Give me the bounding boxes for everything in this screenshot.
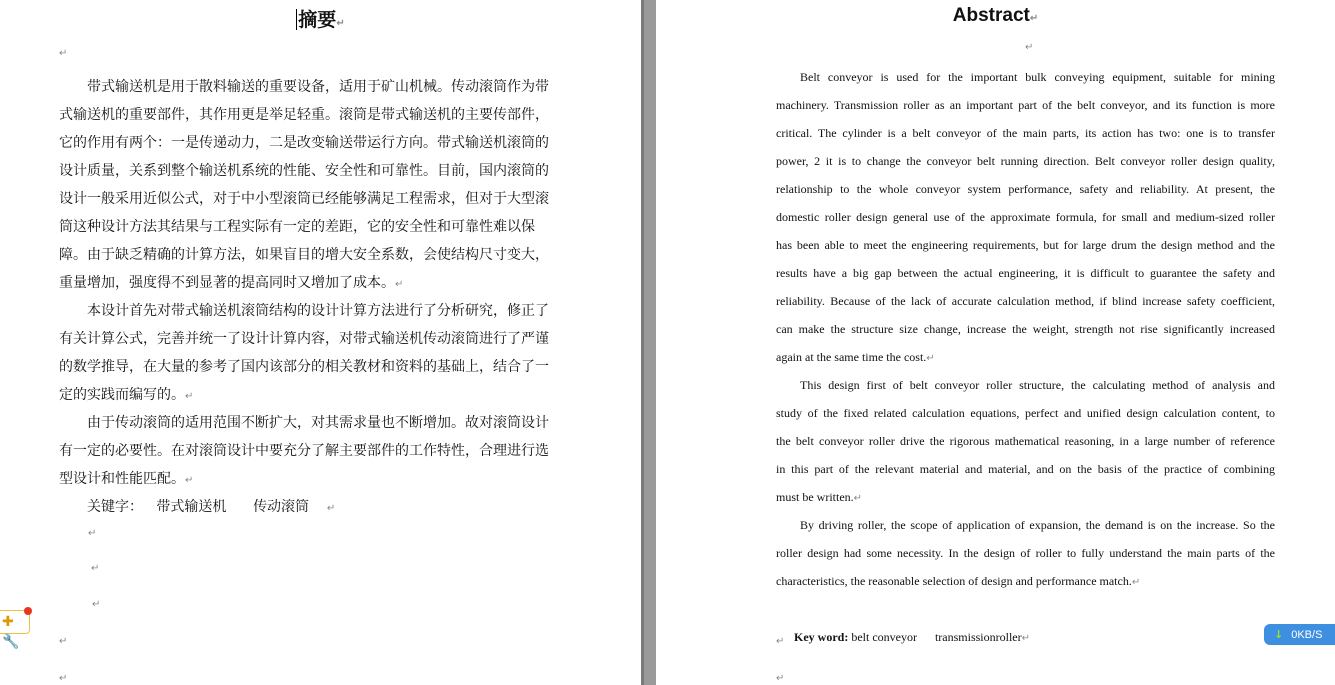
text-line: 障。由于缺乏精确的计算方法，如果盲目的增大安全系数，会使结构尺寸变大， (59, 247, 549, 263)
paragraph-mark: ↵ (185, 475, 194, 486)
english-abstract-page[interactable] (656, 0, 1335, 685)
english-paragraph-1 (776, 63, 1275, 371)
chinese-paragraph-3 (59, 409, 556, 493)
text-line: 重量增加，强度得不到显著的提高同时又增加了成本。↵ (59, 275, 404, 291)
empty-paragraph-mark: ↵ (91, 563, 100, 574)
text-line: can make the structure size change, increase the weight, strength not rise significantly increased (776, 322, 1275, 336)
empty-paragraph-mark: ↵ (59, 48, 68, 59)
empty-paragraph-mark: ↵ (776, 636, 785, 647)
english-paragraph-3 (776, 511, 1275, 595)
text-line: roller design had some necessity. In the design of roller to fully understand the main parts of the (776, 546, 1275, 560)
text-line: must be written.↵ (776, 490, 863, 504)
chinese-keywords: 关键字： 带式输送机 传动滚筒 ↵ (87, 499, 336, 515)
keywords-value: belt conveyor transmissionroller (851, 630, 1022, 644)
text-line: 式输送机的重要部件，其作用更是举足轻重。滚筒是带式输送机的主要传部件， (59, 107, 549, 123)
empty-paragraph-mark: ↵ (776, 673, 785, 684)
text-line: the belt conveyor roller drive the rigorous mathematical reasoning, in a large number of reference (776, 434, 1275, 448)
text-line: 筒这种设计方法其结果与工程实际有一定的差距，它的安全性和可靠性难以保 (59, 219, 535, 235)
text-line: in this part of the relevant material and material, and on the basis of the practice of combining (776, 462, 1275, 476)
notification-dot (24, 607, 32, 615)
english-keywords: Key word: belt conveyor transmissionroller↵ (794, 630, 1031, 644)
paragraph-mark: ↵ (395, 279, 404, 290)
empty-paragraph-mark: ↵ (59, 673, 68, 684)
text-line: 有一定的必要性。在对滚筒设计中要充分了解主要部件的工作特性，合理进行选 (59, 443, 549, 459)
text-line: domestic roller design general use of the approximate formula, for small and medium-sized roller (776, 210, 1275, 224)
english-paragraph-2 (776, 371, 1275, 511)
text-line: study of the fixed related calculation equations, perfect and unified design calculation content, to (776, 406, 1275, 420)
english-title: Abstract↵ (952, 5, 1039, 26)
text-line: 定的实践而编写的。↵ (59, 387, 194, 403)
chinese-paragraph-2 (59, 297, 556, 409)
paragraph-mark: ↵ (853, 493, 863, 504)
text-line: power, 2 it is to change the conveyor belt running direction. Belt conveyor roller design quality, (776, 154, 1275, 168)
download-speed-badge[interactable] (1264, 624, 1335, 645)
text-line: 它的作用有两个：一是传递动力，二是改变输送带运行方向。带式输送机滚筒的 (59, 135, 549, 151)
text-line: critical. The cylinder is a belt conveyor of the main parts, its action has two: one is to transfer (776, 126, 1275, 140)
keywords-label: 关键字： (87, 499, 143, 515)
text-line: 设计质量，关系到整个输送机系统的性能、安全性和可靠性。目前，国内滚筒的 (59, 163, 549, 179)
empty-paragraph-mark: ↵ (1025, 42, 1034, 53)
text-line: 由于传动滚筒的适用范围不断扩大，对其需求量也不断增加。故对滚筒设计 (87, 415, 549, 431)
wrench-icon: ✚🔧 (2, 614, 20, 650)
paragraph-mark: ↵ (185, 391, 194, 402)
empty-paragraph-mark: ↵ (92, 599, 101, 610)
text-line: characteristics, the reasonable selection of design and performance match.↵ (776, 574, 1141, 588)
page-gutter-edge (641, 0, 644, 685)
text-line: 有关计算公式，完善并统一了设计计算内容，对带式输送机传动滚筒进行了严谨 (59, 331, 549, 347)
download-speed-text: 0KB/S (1291, 629, 1323, 641)
down-arrow-icon: ↓ (1274, 628, 1284, 641)
text-line: 设计一般采用近似公式，对于中小型滚筒已经能够满足工程需求，但对于大型滚 (59, 191, 549, 207)
chinese-abstract-page[interactable] (0, 0, 641, 685)
text-line: By driving roller, the scope of application of expansion, the demand is on the increase. So the (800, 518, 1275, 532)
text-line: again at the same time the cost.↵ (776, 350, 935, 364)
keyword-item: 带式输送机 (156, 499, 227, 515)
keyword-item: 传动滚筒 (253, 499, 310, 515)
text-line: has been able to meet the engineering requirements, but for large drum the design method and the (776, 238, 1275, 252)
chinese-title: 摘要↵ (298, 9, 345, 31)
text-line: results have a big gap between the actual engineering, it is difficult to guarantee the safety and (776, 266, 1275, 280)
text-line: 的数学推导，在大量的参考了国内该部分的相关教材和资料的基础上，结合了一 (59, 359, 549, 375)
empty-paragraph-mark: ↵ (88, 528, 97, 539)
text-line: relationship to the whole conveyor system performance, safety and reliability. At present, the (776, 182, 1275, 196)
keywords-label: Key word: (794, 630, 849, 644)
text-line: machinery. Transmission roller as an important part of the belt conveyor, and its function is more (776, 98, 1275, 112)
text-line: 型设计和性能匹配。↵ (59, 471, 194, 487)
empty-paragraph-mark: ↵ (59, 636, 68, 647)
text-line: Belt conveyor is used for the important bulk conveying equipment, suitable for mining (800, 70, 1275, 84)
paragraph-mark: ↵ (926, 353, 935, 364)
text-line: 本设计首先对带式输送机滚筒结构的设计计算方法进行了分析研究，修正了 (87, 303, 549, 319)
text-line: reliability. Because of the lack of accurate calculation method, if blind increase safety coefficient, (776, 294, 1275, 308)
paragraph-mark: ↵ (1131, 577, 1141, 588)
chinese-paragraph-1 (59, 73, 556, 297)
text-line: This design first of belt conveyor roller structure, the calculating method of analysis and (800, 378, 1275, 392)
text-line: 带式输送机是用于散料输送的重要设备，适用于矿山机械。传动滚筒作为带 (87, 79, 549, 95)
